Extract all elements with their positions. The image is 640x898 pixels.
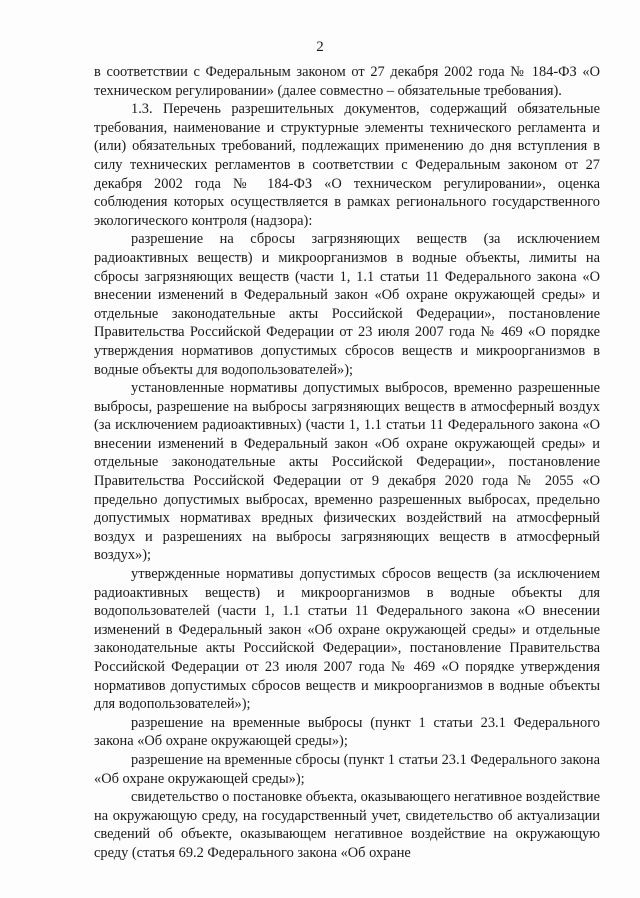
list-item-discharge-permit: разрешение на сбросы загрязняющих веществ (за исключением радиоактивных веществ) и микроорганизмов в водные объекты, лимиты на сбросы загрязняющих веществ (части 1, 1.1 статьи 11 Федерального закона «О внесении изменений в Федеральный закон «Об охране окружающей среды» и отдельные законодательные акты Российской Федерации», постановление Правительства Российской Федерации от 23 июля 2007 года № 469 «О порядке утверждения нормативов допустимых сбросов веществ и микроорганизмов в водные объекты для водопользователей»); [94, 231, 600, 378]
list-item-emission-standards: установленные нормативы допустимых выбросов, временно разрешенные выбросы, разрешение на выбросы загрязняющих веществ в атмосферный воздух (за исключением радиоактивных) (части 1, 1.1 статьи 11 Федерального закона «О внесении изменений в Федеральный закон «Об охране окружающей среды» и отдельные законодательные акты Российской Федерации», постановление Правительства Российской Федерации от 9 декабря 2020 года № 2055 «О предельно допустимых выбросах, временно разрешенных выбросах, предельно допустимых нормативах вредных физических воздействий на атмосферный воздух и разрешениях на выбросы загрязняющих веществ в атмосферный воздух»); [94, 380, 600, 564]
page-number: 2 [316, 39, 324, 55]
list-item-approved-discharge-standards: утвержденные нормативы допустимых сбросов веществ (за исключением радиоактивных веществ) и микроорганизмов в водные объекты для водопользователей (части 1, 1.1 статьи 11 Федерального закона «О внесении изменений в Федеральный закон «Об охране окружающей среды» и отдельные законодательные акты Российской Федерации», постановление Правительства Российской Федерации от 23 июля 2007 года № 469 «О порядке утверждения нормативов допустимых сбросов веществ и микроорганизмов в водные объекты для водопользователей»); [94, 566, 600, 713]
document-body [94, 63, 600, 863]
list-item-temporary-discharges-permit: разрешение на временные сбросы (пункт 1 статьи 23.1 Федерального закона «Об охране окружающей среды»); [94, 751, 600, 787]
list-item-registration-certificate: свидетельство о постановке объекта, оказывающего негативное воздействие на окружающую среду, на государственный учет, свидетельство об актуализации сведений об объекте, оказывающем негативное воздействие на окружающую среду (статья 69.2 Федерального закона «Об охране [94, 789, 601, 861]
paragraph-section-1-3: 1.3. Перечень разрешительных документов, содержащий обязательные требования, наименование и структурные элементы технического регламента и (или) обязательных требований, подлежащих применению до дня вступления в силу технических регламентов в соответствии с Федеральным законом от 27 декабря 2002 года № 184-ФЗ «О техническом регулировании», оценка соблюдения которых осуществляется в рамках регионального государственного экологического контроля (надзора): [94, 101, 600, 229]
paragraph-continuation: в соответствии с Федеральным законом от 27 декабря 2002 года № 184-ФЗ «О техническом регулировании» (далее совместно – обязательные требования). [94, 64, 600, 99]
list-item-temporary-emissions-permit: разрешение на временные выбросы (пункт 1 статьи 23.1 Федерального закона «Об охране окружающей среды»); [94, 714, 600, 750]
